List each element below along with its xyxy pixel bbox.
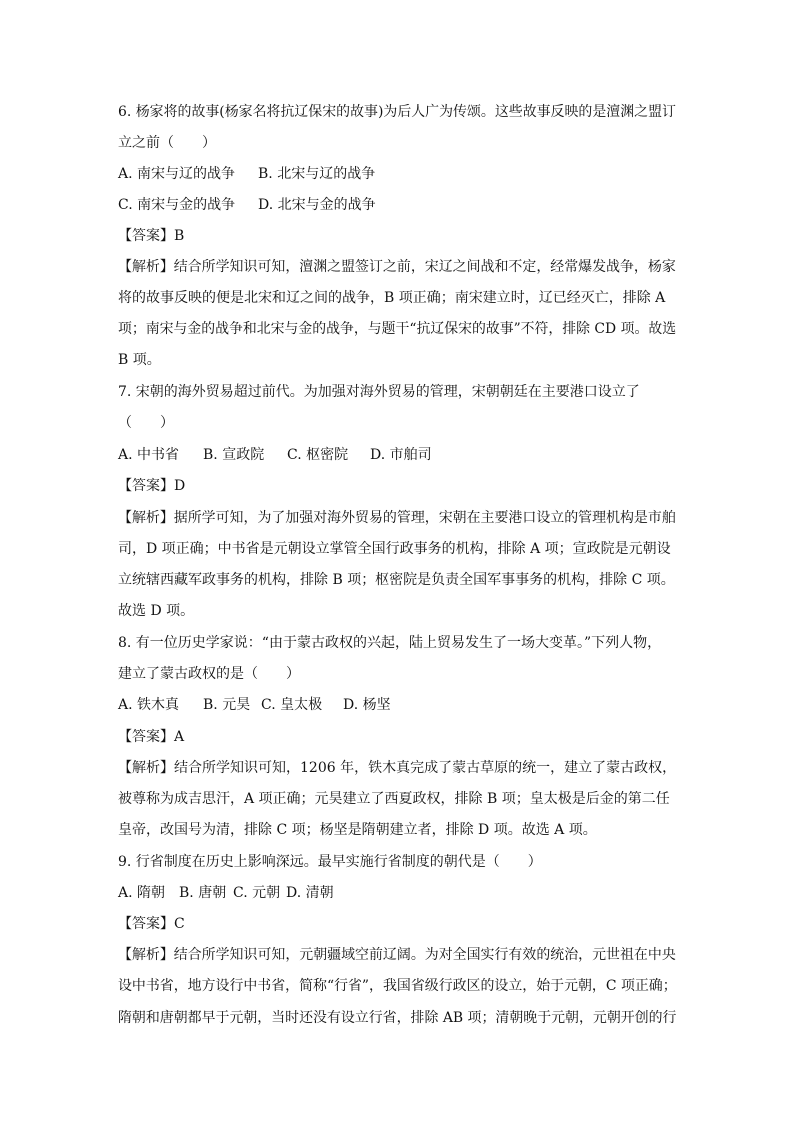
- option-d: D. 北宋与金的战争: [258, 197, 376, 213]
- option-d: D. 清朝: [286, 885, 334, 901]
- answer: 【答案】A: [118, 729, 185, 745]
- question-text-line: （ ）: [118, 415, 174, 431]
- question-text-line: 8. 有一位历史学家说：“由于蒙古政权的兴起，陆上贸易发生了一场大变革。”下列人物，: [118, 635, 662, 651]
- question-text-line: 7. 宋朝的海外贸易超过前代。为加强对海外贸易的管理，宋朝朝廷在主要港口设立了: [118, 384, 640, 400]
- analysis-line: 隋朝和唐朝都早于元朝，当时还没有设立行省，排除 AB 项；清朝晚于元朝，元朝开创的行: [118, 1010, 677, 1026]
- option-c: C. 南宋与金的战争: [118, 197, 236, 213]
- question-text-line: 6. 杨家将的故事(杨家名将抗辽保宋的故事)为后人广为传颂。这些故事反映的是澶渊之盟订: [118, 104, 676, 120]
- option-c: C. 皇太极: [261, 697, 323, 713]
- option-a: A. 铁木真: [118, 697, 180, 713]
- analysis-line: 皇帝，改国号为清，排除 C 项；杨坚是隋朝建立者，排除 D 项。故选 A 项。: [118, 822, 597, 838]
- question-text-line: 立之前（ ）: [118, 135, 216, 151]
- analysis-line: 将的故事反映的便是北宋和辽之间的战争，B 项正确；南宋建立时，辽已经灭亡，排除 A: [118, 290, 666, 306]
- answer: 【答案】C: [118, 916, 185, 932]
- option-d: D. 杨坚: [343, 697, 391, 713]
- option-d: D. 市舶司: [370, 447, 432, 463]
- option-c: C. 元朝: [233, 885, 281, 901]
- analysis-line: B 项。: [118, 352, 161, 368]
- question-text-line: 建立了蒙古政权的是（ ）: [118, 666, 300, 682]
- analysis-line: 司，D 项正确；中书省是元朝设立掌管全国行政事务的机构，排除 A 项；宣政院是元朝设: [118, 541, 671, 557]
- option-c: C. 枢密院: [287, 447, 349, 463]
- answer: 【答案】B: [118, 228, 185, 244]
- answer: 【答案】D: [118, 478, 186, 494]
- option-b: B. 北宋与辽的战争: [258, 166, 376, 182]
- analysis-line: 立统辖西藏军政事务的机构，排除 B 项；枢密院是负责全国军事事务的机构，排除 C 项。: [118, 572, 675, 588]
- question-text-line: 9. 行省制度在历史上影响深远。最早实施行省制度的朝代是（ ）: [118, 854, 542, 870]
- option-a: A. 南宋与辽的战争: [118, 166, 236, 182]
- analysis-line: 【解析】据所学可知，为了加强对海外贸易的管理，宋朝在主要港口设立的管理机构是市舶: [118, 510, 676, 526]
- analysis-line: 【解析】结合所学知识可知，1206 年，铁木真完成了蒙古草原的统一，建立了蒙古政权，: [118, 760, 677, 776]
- option-b: B. 元昊: [203, 697, 251, 713]
- analysis-line: 【解析】结合所学知识可知，澶渊之盟签订之前，宋辽之间战和不定，经常爆发战争，杨家: [118, 259, 676, 275]
- analysis-line: 故选 D 项。: [118, 603, 195, 619]
- option-a: A. 隋朝: [118, 885, 166, 901]
- option-b: B. 唐朝: [179, 885, 227, 901]
- analysis-line: 被尊称为成吉思汗，A 项正确；元昊建立了西夏政权，排除 B 项；皇太极是后金的第二任: [118, 791, 670, 807]
- option-a: A. 中书省: [118, 447, 180, 463]
- analysis-line: 设中书省，地方设行中书省，简称“行省”，我国省级行政区的设立，始于元朝，C 项正确；: [118, 978, 677, 994]
- analysis-line: 项；南宋与金的战争和北宋与金的战争，与题干“抗辽保宋的故事”不符，排除 CD 项。故选: [118, 321, 677, 337]
- option-b: B. 宣政院: [203, 447, 265, 463]
- analysis-line: 【解析】结合所学知识可知，元朝疆域空前辽阔。为对全国实行有效的统治，元世祖在中央: [118, 947, 676, 963]
